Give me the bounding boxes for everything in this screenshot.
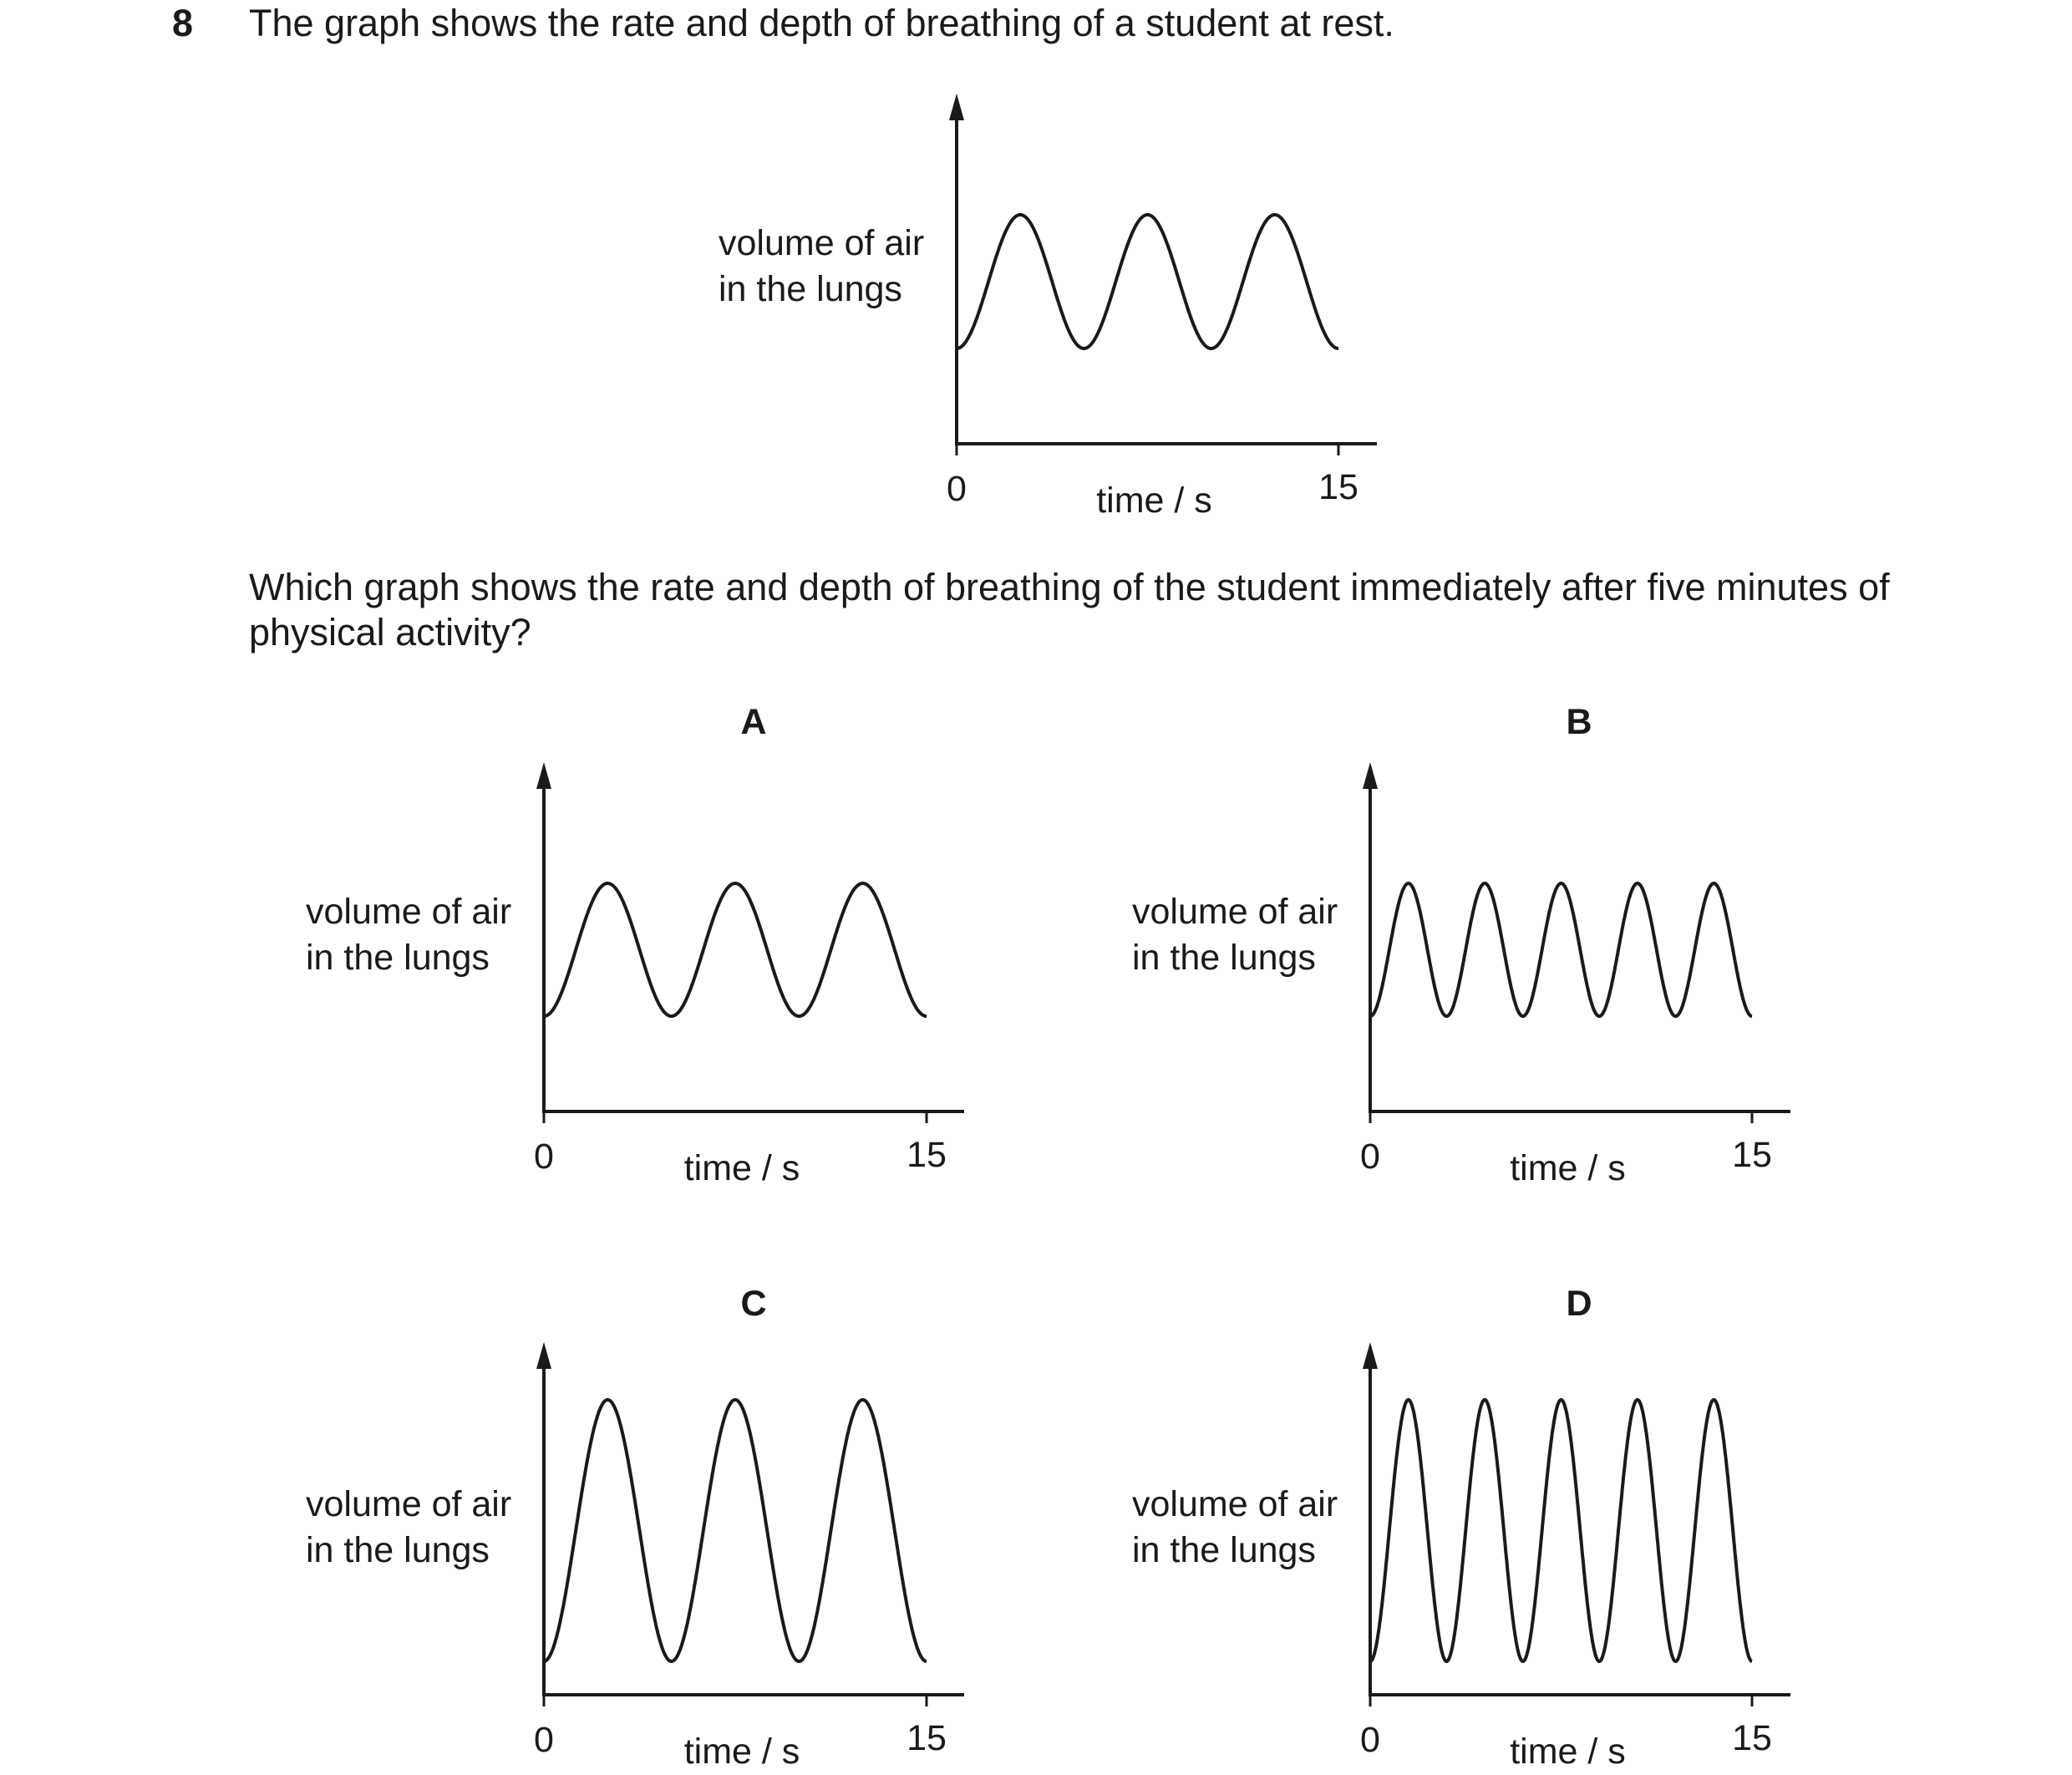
option-label-d: D	[1566, 1284, 1592, 1324]
y-axis-label: volume of air	[719, 223, 925, 263]
x-tick-label: 0	[947, 469, 967, 509]
x-tick-label: 0	[534, 1137, 554, 1177]
y-axis-arrow-icon	[1363, 1342, 1378, 1369]
y-axis-label: in the lungs	[306, 1530, 490, 1570]
y-axis-label: in the lungs	[306, 938, 490, 978]
x-tick-label: 0	[1360, 1720, 1380, 1760]
breathing-curve	[1370, 1400, 1752, 1661]
x-axis-label: time / s	[683, 1732, 800, 1772]
question-prompt: Which graph shows the rate and depth of breathing of the student immediately after five minutes of physical activity?	[249, 566, 1890, 654]
option-label-c: C	[740, 1284, 767, 1324]
y-axis-label: in the lungs	[1132, 938, 1316, 978]
option-label-b: B	[1566, 702, 1592, 742]
x-tick-label: 0	[1360, 1137, 1380, 1177]
option-label-a: A	[740, 702, 767, 742]
y-axis-label: in the lungs	[719, 269, 902, 309]
question-number: 8	[172, 2, 194, 44]
x-tick-label: 15	[906, 1135, 947, 1175]
x-tick-label: 15	[906, 1718, 947, 1758]
x-axis-label: time / s	[1096, 481, 1212, 521]
x-tick-label: 15	[1732, 1135, 1772, 1175]
x-axis-label: time / s	[1510, 1732, 1626, 1772]
question-text: The graph shows the rate and depth of breathing of a student at rest.	[249, 2, 1394, 44]
y-axis-label: volume of air	[306, 1484, 512, 1524]
x-tick-label: 15	[1732, 1718, 1772, 1758]
x-tick-label: 0	[534, 1720, 554, 1760]
y-axis-label: volume of air	[1132, 1484, 1338, 1524]
x-axis-label: time / s	[683, 1148, 800, 1188]
y-axis-label: volume of air	[1132, 892, 1338, 932]
y-axis-label: in the lungs	[1132, 1530, 1316, 1570]
y-axis-label: volume of air	[306, 892, 512, 932]
x-tick-label: 15	[1318, 467, 1358, 507]
x-axis-label: time / s	[1510, 1148, 1626, 1188]
